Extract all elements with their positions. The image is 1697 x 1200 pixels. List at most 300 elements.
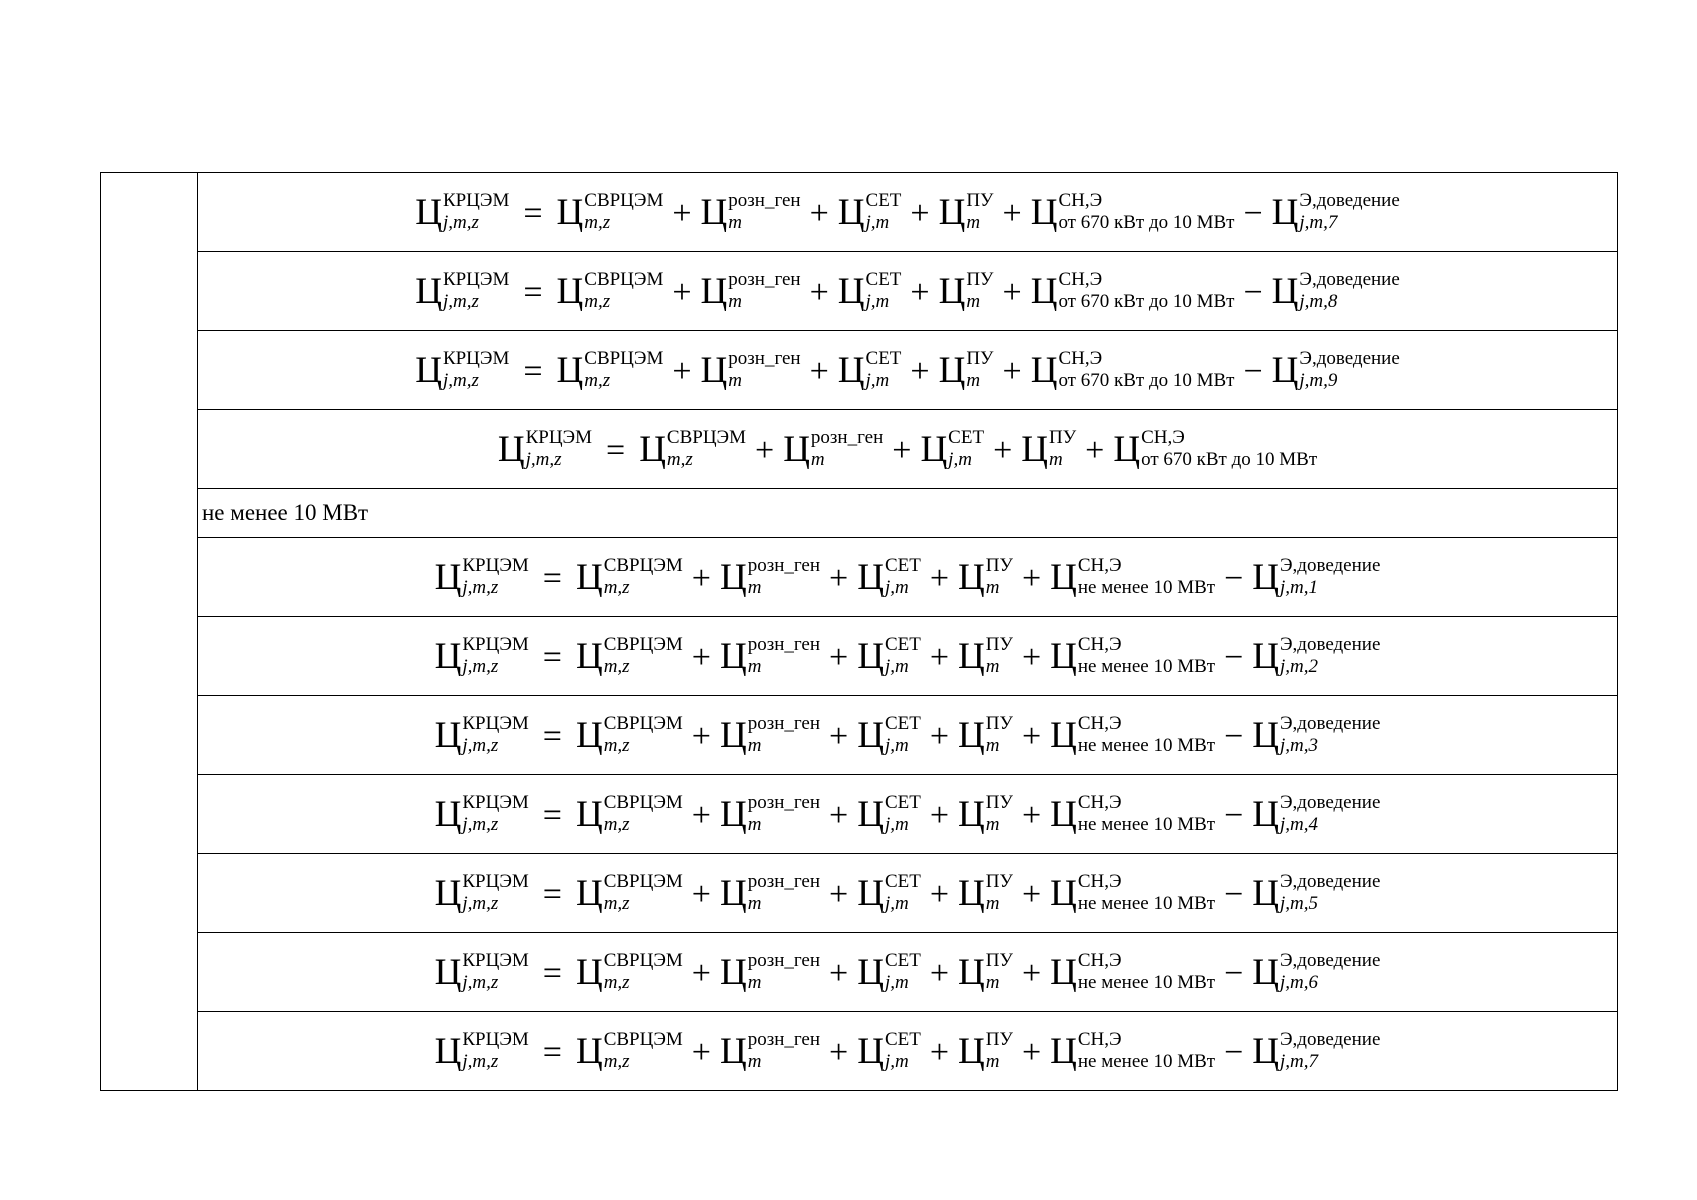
plus-operator: + bbox=[829, 955, 849, 992]
dov-term bbox=[1252, 792, 1380, 835]
pu-term bbox=[939, 190, 994, 233]
price-symbol: Ц bbox=[837, 271, 865, 312]
dov-superscript: Э,доведение bbox=[1280, 871, 1381, 892]
pu-subscript: m bbox=[985, 893, 1000, 914]
dov-subscript: j,m,4 bbox=[1280, 814, 1318, 835]
plus-operator: + bbox=[829, 1034, 849, 1071]
set-superscript: СЕТ bbox=[884, 792, 921, 813]
rozn-term bbox=[720, 871, 820, 914]
dov-superscript: Э,доведение bbox=[1280, 1029, 1381, 1050]
eq-operator: = bbox=[542, 1034, 562, 1071]
lhs-subscript: j,m,z bbox=[442, 370, 479, 391]
price-symbol: Ц bbox=[1021, 429, 1048, 470]
rozn-indices bbox=[748, 792, 820, 835]
dov-term bbox=[1272, 190, 1400, 233]
lhs-indices bbox=[462, 713, 528, 756]
dov-term bbox=[1252, 713, 1380, 756]
dov-indices bbox=[1280, 555, 1380, 598]
set-subscript: j,m bbox=[884, 814, 909, 835]
price-symbol: Ц bbox=[434, 873, 462, 914]
price-symbol: Ц bbox=[938, 350, 966, 391]
rozn-term bbox=[701, 348, 801, 391]
price-symbol: Ц bbox=[958, 794, 985, 835]
plus-operator: + bbox=[1002, 274, 1022, 311]
set-indices bbox=[866, 190, 902, 233]
pu-indices bbox=[966, 348, 993, 391]
pu-superscript: ПУ bbox=[1048, 427, 1077, 448]
svr-indices bbox=[604, 634, 683, 677]
dov-indices bbox=[1280, 792, 1380, 835]
minus-operator: − bbox=[1224, 797, 1244, 834]
left-column-cell bbox=[101, 173, 198, 1091]
pu-superscript: ПУ bbox=[966, 190, 994, 211]
svr-superscript: СВРЦЭМ bbox=[603, 634, 683, 655]
pu-indices bbox=[986, 555, 1013, 598]
sn-subscript: не менее 10 МВт bbox=[1077, 972, 1216, 993]
set-term bbox=[857, 555, 921, 598]
set-term bbox=[857, 871, 921, 914]
plus-operator: + bbox=[691, 876, 711, 913]
price-symbol: Ц bbox=[575, 557, 603, 598]
dov-subscript: j,m,1 bbox=[1280, 577, 1318, 598]
pu-subscript: m bbox=[985, 577, 1000, 598]
svr-indices bbox=[584, 348, 663, 391]
formula-row bbox=[101, 854, 1618, 933]
formula-row bbox=[101, 696, 1618, 775]
set-indices bbox=[885, 634, 921, 677]
sn-superscript: СН,Э bbox=[1058, 190, 1103, 211]
plus-operator: + bbox=[672, 195, 692, 232]
sn-term bbox=[1050, 792, 1215, 835]
sn-superscript: СН,Э bbox=[1077, 713, 1122, 734]
dov-indices bbox=[1299, 269, 1399, 312]
svr-subscript: m,z bbox=[603, 656, 630, 677]
sn-subscript: не менее 10 МВт bbox=[1077, 735, 1216, 756]
rozn-subscript: m bbox=[747, 735, 762, 756]
svr-subscript: m,z bbox=[603, 577, 630, 598]
svr-term bbox=[557, 190, 664, 233]
pu-indices bbox=[986, 634, 1013, 677]
price-symbol: Ц bbox=[857, 557, 884, 598]
pu-subscript: m bbox=[966, 291, 981, 312]
price-symbol: Ц bbox=[1252, 794, 1279, 835]
lhs-subscript: j,m,z bbox=[462, 972, 499, 993]
dov-subscript: j,m,6 bbox=[1280, 972, 1318, 993]
formula-row bbox=[101, 331, 1618, 410]
price-symbol: Ц bbox=[700, 271, 728, 312]
formula-row bbox=[101, 933, 1618, 1012]
rozn-superscript: розн_ген bbox=[747, 555, 821, 576]
pu-term bbox=[958, 634, 1013, 677]
dov-indices bbox=[1280, 713, 1380, 756]
set-subscript: j,m bbox=[884, 656, 909, 677]
plus-operator: + bbox=[829, 876, 849, 913]
plus-operator: + bbox=[809, 195, 829, 232]
plus-operator: + bbox=[929, 1034, 950, 1071]
sn-term bbox=[1050, 950, 1215, 993]
set-term bbox=[857, 713, 921, 756]
rozn-indices bbox=[748, 713, 820, 756]
lhs-term bbox=[435, 555, 529, 598]
plus-operator: + bbox=[691, 955, 711, 992]
rozn-term bbox=[701, 269, 801, 312]
plus-operator: + bbox=[910, 274, 930, 311]
set-subscript: j,m bbox=[884, 893, 909, 914]
dov-indices bbox=[1280, 1029, 1380, 1072]
svr-superscript: СВРЦЭМ bbox=[584, 348, 664, 369]
price-formula bbox=[435, 713, 1381, 757]
set-subscript: j,m bbox=[884, 735, 909, 756]
plus-operator: + bbox=[672, 353, 692, 390]
sn-superscript: СН,Э bbox=[1077, 950, 1122, 971]
sn-subscript: от 670 кВт до 10 МВт bbox=[1141, 449, 1318, 470]
sn-subscript: не менее 10 МВт bbox=[1077, 656, 1216, 677]
eq-operator: = bbox=[542, 797, 562, 834]
set-superscript: СЕТ bbox=[865, 269, 902, 290]
svr-subscript: m,z bbox=[603, 1051, 630, 1072]
plus-operator: + bbox=[892, 432, 912, 469]
pu-indices bbox=[986, 950, 1013, 993]
rozn-indices bbox=[748, 1029, 820, 1072]
svr-indices bbox=[584, 269, 663, 312]
sn-term bbox=[1050, 713, 1215, 756]
formula-cell bbox=[198, 854, 1618, 933]
plus-operator: + bbox=[1021, 718, 1042, 755]
section-heading-row bbox=[101, 489, 1618, 538]
lhs-subscript: j,m,z bbox=[462, 1051, 499, 1072]
dov-superscript: Э,доведение bbox=[1280, 713, 1381, 734]
price-symbol: Ц bbox=[1252, 952, 1279, 993]
svr-indices bbox=[604, 871, 683, 914]
price-symbol: Ц bbox=[1030, 271, 1058, 312]
plus-operator: + bbox=[1021, 797, 1042, 834]
lhs-subscript: j,m,z bbox=[525, 449, 562, 470]
set-superscript: СЕТ bbox=[884, 634, 921, 655]
rozn-superscript: розн_ген bbox=[747, 713, 821, 734]
dov-indices bbox=[1280, 950, 1380, 993]
price-symbol: Ц bbox=[1113, 429, 1141, 470]
pu-indices bbox=[986, 713, 1013, 756]
sn-subscript: не менее 10 МВт bbox=[1077, 577, 1216, 598]
rozn-term bbox=[783, 427, 883, 470]
dov-term bbox=[1252, 555, 1380, 598]
sn-superscript: СН,Э bbox=[1141, 427, 1185, 448]
price-symbol: Ц bbox=[719, 1031, 747, 1072]
eq-operator: = bbox=[542, 560, 562, 597]
price-symbol: Ц bbox=[857, 952, 884, 993]
eq-operator: = bbox=[542, 876, 562, 913]
eq-operator: = bbox=[523, 195, 543, 232]
lhs-term bbox=[415, 348, 509, 391]
plus-operator: + bbox=[929, 876, 950, 913]
dov-indices bbox=[1299, 190, 1399, 233]
price-symbol: Ц bbox=[958, 636, 985, 677]
plus-operator: + bbox=[691, 1034, 711, 1071]
sn-indices bbox=[1141, 427, 1317, 470]
dov-superscript: Э,доведение bbox=[1299, 348, 1400, 369]
sn-superscript: СН,Э bbox=[1077, 871, 1122, 892]
price-symbol: Ц bbox=[719, 636, 747, 677]
sn-term bbox=[1050, 1029, 1215, 1072]
set-indices bbox=[948, 427, 984, 470]
dov-superscript: Э,доведение bbox=[1280, 792, 1381, 813]
rozn-subscript: m bbox=[747, 893, 762, 914]
rozn-term bbox=[701, 190, 801, 233]
sn-indices bbox=[1078, 1029, 1215, 1072]
rozn-term bbox=[720, 950, 820, 993]
price-symbol: Ц bbox=[857, 873, 884, 914]
svr-superscript: СВРЦЭМ bbox=[666, 427, 746, 448]
sn-subscript: не менее 10 МВт bbox=[1077, 814, 1216, 835]
plus-operator: + bbox=[1021, 955, 1042, 992]
section-heading: не менее 10 МВт bbox=[198, 489, 1618, 538]
lhs-superscript: КРЦЭМ bbox=[525, 427, 592, 448]
plus-operator: + bbox=[1085, 432, 1105, 469]
plus-operator: + bbox=[929, 797, 950, 834]
formula-row bbox=[101, 1012, 1618, 1091]
pu-subscript: m bbox=[985, 735, 1000, 756]
pu-indices bbox=[986, 792, 1013, 835]
svr-subscript: m,z bbox=[584, 212, 611, 233]
plus-operator: + bbox=[691, 797, 711, 834]
rozn-indices bbox=[728, 348, 800, 391]
svr-term bbox=[576, 792, 683, 835]
lhs-term bbox=[435, 792, 529, 835]
price-symbol: Ц bbox=[434, 794, 462, 835]
dov-subscript: j,m,7 bbox=[1280, 1051, 1318, 1072]
svr-indices bbox=[584, 190, 663, 233]
lhs-subscript: j,m,z bbox=[442, 212, 479, 233]
rozn-subscript: m bbox=[747, 814, 762, 835]
svr-term bbox=[576, 950, 683, 993]
sn-term bbox=[1031, 269, 1235, 312]
rozn-subscript: m bbox=[747, 577, 762, 598]
plus-operator: + bbox=[929, 718, 950, 755]
price-symbol: Ц bbox=[1050, 557, 1077, 598]
price-symbol: Ц bbox=[639, 429, 666, 470]
price-symbol: Ц bbox=[434, 952, 462, 993]
sn-term bbox=[1113, 427, 1317, 470]
price-symbol: Ц bbox=[700, 192, 728, 233]
pu-superscript: ПУ bbox=[985, 713, 1013, 734]
plus-operator: + bbox=[1002, 195, 1022, 232]
plus-operator: + bbox=[1021, 1034, 1042, 1071]
lhs-term bbox=[435, 713, 529, 756]
price-symbol: Ц bbox=[719, 873, 747, 914]
set-indices bbox=[885, 555, 921, 598]
lhs-term bbox=[415, 269, 509, 312]
set-superscript: СЕТ bbox=[865, 190, 902, 211]
price-symbol: Ц bbox=[415, 271, 442, 312]
price-symbol: Ц bbox=[920, 429, 948, 470]
sn-superscript: СН,Э bbox=[1077, 555, 1122, 576]
price-formula bbox=[415, 269, 1400, 313]
svr-superscript: СВРЦЭМ bbox=[603, 950, 683, 971]
svr-indices bbox=[604, 792, 683, 835]
dov-subscript: j,m,3 bbox=[1280, 735, 1318, 756]
svr-indices bbox=[667, 427, 746, 470]
price-symbol: Ц bbox=[783, 429, 810, 470]
rozn-superscript: розн_ген bbox=[728, 348, 801, 369]
dov-term bbox=[1252, 1029, 1380, 1072]
pu-term bbox=[958, 555, 1013, 598]
eq-operator: = bbox=[542, 639, 562, 676]
formula-cell bbox=[198, 538, 1618, 617]
plus-operator: + bbox=[691, 560, 711, 597]
rozn-superscript: розн_ген bbox=[747, 792, 821, 813]
minus-operator: − bbox=[1224, 876, 1244, 913]
rozn-superscript: розн_ген bbox=[747, 950, 821, 971]
svr-term bbox=[576, 634, 683, 677]
pu-superscript: ПУ bbox=[985, 792, 1013, 813]
formula-row bbox=[101, 617, 1618, 696]
pu-subscript: m bbox=[985, 1051, 1000, 1072]
dov-subscript: j,m,7 bbox=[1299, 212, 1338, 233]
svr-superscript: СВРЦЭМ bbox=[584, 190, 664, 211]
price-symbol: Ц bbox=[575, 794, 603, 835]
formula-cell bbox=[198, 1012, 1618, 1091]
rozn-superscript: розн_ген bbox=[728, 190, 801, 211]
set-indices bbox=[885, 792, 921, 835]
formula-row bbox=[101, 538, 1618, 617]
set-superscript: СЕТ bbox=[884, 713, 921, 734]
sn-indices bbox=[1058, 269, 1234, 312]
price-symbol: Ц bbox=[1252, 557, 1279, 598]
svr-subscript: m,z bbox=[603, 972, 630, 993]
sn-subscript: от 670 кВт до 10 МВт bbox=[1058, 291, 1235, 312]
price-symbol: Ц bbox=[837, 192, 865, 233]
lhs-superscript: КРЦЭМ bbox=[462, 792, 529, 813]
pu-superscript: ПУ bbox=[985, 950, 1013, 971]
sn-term bbox=[1050, 555, 1215, 598]
lhs-indices bbox=[443, 269, 509, 312]
lhs-indices bbox=[443, 348, 509, 391]
price-symbol: Ц bbox=[958, 1031, 985, 1072]
price-symbol: Ц bbox=[700, 350, 728, 391]
pu-term bbox=[1021, 427, 1076, 470]
svr-term bbox=[557, 348, 664, 391]
svr-superscript: СВРЦЭМ bbox=[603, 555, 683, 576]
lhs-subscript: j,m,z bbox=[462, 656, 499, 677]
pu-superscript: ПУ bbox=[985, 871, 1013, 892]
lhs-superscript: КРЦЭМ bbox=[442, 190, 510, 211]
dov-term bbox=[1252, 950, 1380, 993]
pu-subscript: m bbox=[966, 212, 981, 233]
pu-term bbox=[958, 713, 1013, 756]
rozn-subscript: m bbox=[810, 449, 825, 470]
formula-cell bbox=[198, 933, 1618, 1012]
plus-operator: + bbox=[809, 353, 829, 390]
set-superscript: СЕТ bbox=[884, 555, 921, 576]
price-symbol: Ц bbox=[556, 192, 584, 233]
lhs-superscript: КРЦЭМ bbox=[462, 555, 529, 576]
rozn-subscript: m bbox=[728, 370, 742, 391]
lhs-term bbox=[498, 427, 592, 470]
sn-term bbox=[1050, 871, 1215, 914]
svr-superscript: СВРЦЭМ bbox=[584, 269, 664, 290]
pu-term bbox=[958, 1029, 1013, 1072]
plus-operator: + bbox=[910, 353, 930, 390]
svr-indices bbox=[604, 713, 683, 756]
price-symbol: Ц bbox=[434, 636, 462, 677]
plus-operator: + bbox=[829, 797, 849, 834]
plus-operator: + bbox=[1002, 353, 1022, 390]
lhs-indices bbox=[526, 427, 592, 470]
set-superscript: СЕТ bbox=[884, 871, 921, 892]
price-symbol: Ц bbox=[1050, 636, 1077, 677]
eq-operator: = bbox=[542, 955, 562, 992]
sn-indices bbox=[1058, 348, 1234, 391]
formula-cell bbox=[198, 173, 1618, 252]
price-symbol: Ц bbox=[415, 350, 442, 391]
lhs-superscript: КРЦЭМ bbox=[442, 348, 510, 369]
plus-operator: + bbox=[829, 639, 849, 676]
price-symbol: Ц bbox=[1252, 636, 1279, 677]
price-symbol: Ц bbox=[575, 715, 603, 756]
price-formula bbox=[415, 348, 1400, 392]
dov-indices bbox=[1280, 634, 1380, 677]
plus-operator: + bbox=[829, 718, 849, 755]
dov-term bbox=[1272, 348, 1400, 391]
plus-operator: + bbox=[1021, 560, 1042, 597]
pu-superscript: ПУ bbox=[985, 1029, 1013, 1050]
rozn-subscript: m bbox=[747, 972, 762, 993]
price-symbol: Ц bbox=[1252, 1031, 1279, 1072]
lhs-superscript: КРЦЭМ bbox=[462, 713, 529, 734]
svr-superscript: СВРЦЭМ bbox=[603, 871, 683, 892]
plus-operator: + bbox=[691, 639, 711, 676]
sn-term bbox=[1050, 634, 1215, 677]
set-subscript: j,m bbox=[865, 291, 890, 312]
pu-superscript: ПУ bbox=[966, 269, 994, 290]
lhs-subscript: j,m,z bbox=[442, 291, 479, 312]
set-subscript: j,m bbox=[884, 972, 909, 993]
pu-subscript: m bbox=[985, 814, 1000, 835]
rozn-superscript: розн_ген bbox=[747, 871, 821, 892]
set-term bbox=[857, 634, 921, 677]
rozn-superscript: розн_ген bbox=[747, 634, 821, 655]
formula-row bbox=[101, 252, 1618, 331]
formula-cell bbox=[198, 696, 1618, 775]
set-term bbox=[838, 348, 902, 391]
set-indices bbox=[885, 713, 921, 756]
pu-indices bbox=[986, 871, 1013, 914]
price-symbol: Ц bbox=[434, 557, 462, 598]
set-term bbox=[857, 1029, 921, 1072]
price-symbol: Ц bbox=[575, 952, 603, 993]
rozn-term bbox=[720, 792, 820, 835]
lhs-term bbox=[435, 634, 529, 677]
price-symbol: Ц bbox=[857, 1031, 884, 1072]
sn-indices bbox=[1078, 555, 1215, 598]
price-symbol: Ц bbox=[497, 429, 525, 470]
minus-operator: − bbox=[1243, 195, 1263, 232]
rozn-superscript: розн_ген bbox=[728, 269, 801, 290]
svr-term bbox=[576, 871, 683, 914]
price-symbol: Ц bbox=[1050, 952, 1077, 993]
rozn-term bbox=[720, 555, 820, 598]
rozn-term bbox=[720, 713, 820, 756]
plus-operator: + bbox=[1021, 876, 1042, 913]
lhs-indices bbox=[462, 634, 528, 677]
svr-term bbox=[576, 555, 683, 598]
sn-indices bbox=[1078, 950, 1215, 993]
price-symbol: Ц bbox=[719, 715, 747, 756]
svr-subscript: m,z bbox=[666, 449, 693, 470]
rozn-subscript: m bbox=[728, 291, 742, 312]
set-superscript: СЕТ bbox=[865, 348, 902, 369]
price-symbol: Ц bbox=[1050, 873, 1077, 914]
